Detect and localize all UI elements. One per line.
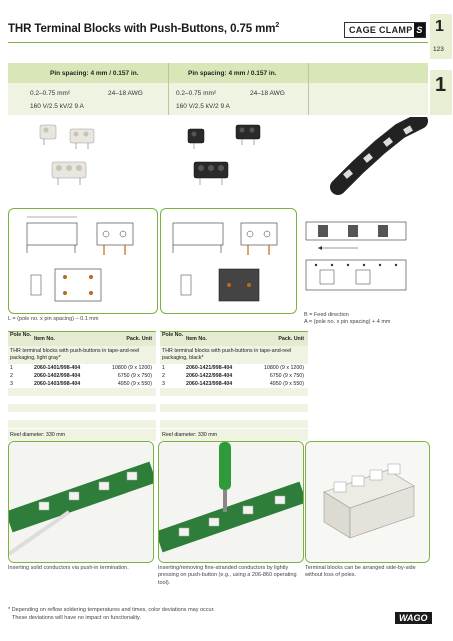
drawing-caption-right-1: B = Feed direction — [304, 312, 349, 318]
tape-and-reel-strip — [338, 121, 420, 187]
chapter-tab-number: 1 — [435, 74, 447, 96]
conductor-range: 0.2–0.75 mm² — [176, 90, 217, 97]
awg-range: 24–18 AWG — [108, 90, 143, 97]
black-terminal-block-1pole — [188, 129, 204, 149]
chapter-sidebar — [428, 0, 453, 641]
black-terminal-block-2pole — [236, 125, 260, 145]
table-row: 3 2060-1403/998-404 4950 (9 x 550) — [10, 381, 152, 388]
table-row: 2 2060-1422/998-404 6750 (9 x 750) — [162, 373, 304, 380]
photo-caption-3: Terminal blocks can be arranged side-by-side without loss of poles. — [305, 565, 416, 579]
col-pack: Pack. Unit — [126, 336, 152, 342]
table-description: THR terminal blocks with push-buttons in tape-and-reel packaging, black* — [160, 346, 308, 364]
photo-operating-tool — [158, 441, 304, 563]
ordering-table-light-gray — [8, 331, 156, 441]
table-row: 3 2060-1423/998-404 4950 (9 x 550) — [162, 381, 304, 388]
black-terminal-block-3pole — [194, 162, 228, 185]
page-title: THR Terminal Blocks with Push-Buttons, 0.75 $mm^2$ — [8, 22, 280, 35]
table-row: 2 2060-1402/998-404 6750 (9 x 750) — [10, 373, 152, 380]
reel-diameter: Reel diameter: 330 mm — [8, 429, 156, 441]
table-row: 1 2060-1421/998-404 10800 (9 x 1200) — [162, 365, 304, 372]
light-gray-terminal-block-2pole — [70, 129, 94, 149]
header-divider — [8, 42, 430, 43]
dimension-drawing-middle — [160, 208, 297, 314]
table-row — [8, 412, 156, 420]
drawing-caption-left: L = (pole no. x pin spacing) – 0.1 mm — [8, 316, 99, 322]
product-photos — [8, 117, 428, 197]
electrical-rating: 160 V/2.5 kV/2 9 A — [30, 103, 84, 110]
photo-side-by-side — [305, 441, 430, 563]
table-row — [8, 404, 156, 412]
conductor-range: 0.2–0.75 mm² — [30, 90, 71, 97]
col-item: Item No. — [186, 336, 207, 342]
table-row: 1 2060-1401/998-404 10800 (9 x 1200) — [10, 365, 152, 372]
dimension-drawing-left — [8, 208, 158, 314]
pin-spacing-right: Pin spacing: 4 mm / 0.157 in. — [188, 70, 277, 77]
pin-spacing-left: Pin spacing: 4 mm / 0.157 in. — [50, 70, 139, 77]
drawing-caption-right-2: A = (pole no. x pin spacing) + 4 mm — [304, 319, 391, 325]
photo-caption-1: Inserting solid conductors via push-in termination. — [8, 565, 129, 571]
table-row — [8, 396, 156, 404]
col-pack: Pack. Unit — [278, 336, 304, 342]
electrical-rating: 160 V/2.5 kV/2 9 A — [176, 103, 230, 110]
spec-divider — [308, 63, 309, 115]
table-row — [8, 388, 156, 396]
reel-diameter: Reel diameter: 330 mm — [160, 429, 308, 441]
table-description: THR terminal blocks with push-buttons in tape-and-reel packaging, light gray* — [8, 346, 156, 364]
table-header — [160, 331, 308, 346]
page-number: 123 — [433, 46, 444, 53]
section-tab-number: 1 — [435, 18, 444, 35]
light-gray-terminal-block-3pole — [52, 162, 86, 185]
footnote: * Depending on reflow soldering temperatures and times, color deviations may occur. These deviations will have no impact on functionality. — [8, 607, 215, 621]
table-row — [8, 420, 156, 428]
table-row — [160, 388, 308, 396]
table-row — [160, 404, 308, 412]
table-row — [160, 420, 308, 428]
wago-logo: WAGO — [395, 612, 432, 624]
awg-range: 24–18 AWG — [250, 90, 285, 97]
photo-caption-2: Inserting/removing fine-stranded conductors by lightly pressing on push-button (e.g., using a 206-860 operating tool). — [158, 565, 297, 586]
col-pole: Pole No. — [10, 332, 32, 338]
spec-band — [8, 63, 428, 115]
col-pole: Pole No. — [162, 332, 184, 338]
photo-push-in-termination — [8, 441, 154, 563]
table-row — [160, 396, 308, 404]
col-item: Item No. — [34, 336, 55, 342]
table-row — [160, 412, 308, 420]
table-header — [8, 331, 156, 346]
spec-divider — [168, 63, 169, 115]
ordering-table-black — [160, 331, 308, 441]
light-gray-terminal-block-1pole — [40, 125, 56, 145]
tape-dimension-drawing — [298, 208, 428, 312]
cage-clamp-logo: CAGE CLAMP S — [344, 22, 426, 38]
